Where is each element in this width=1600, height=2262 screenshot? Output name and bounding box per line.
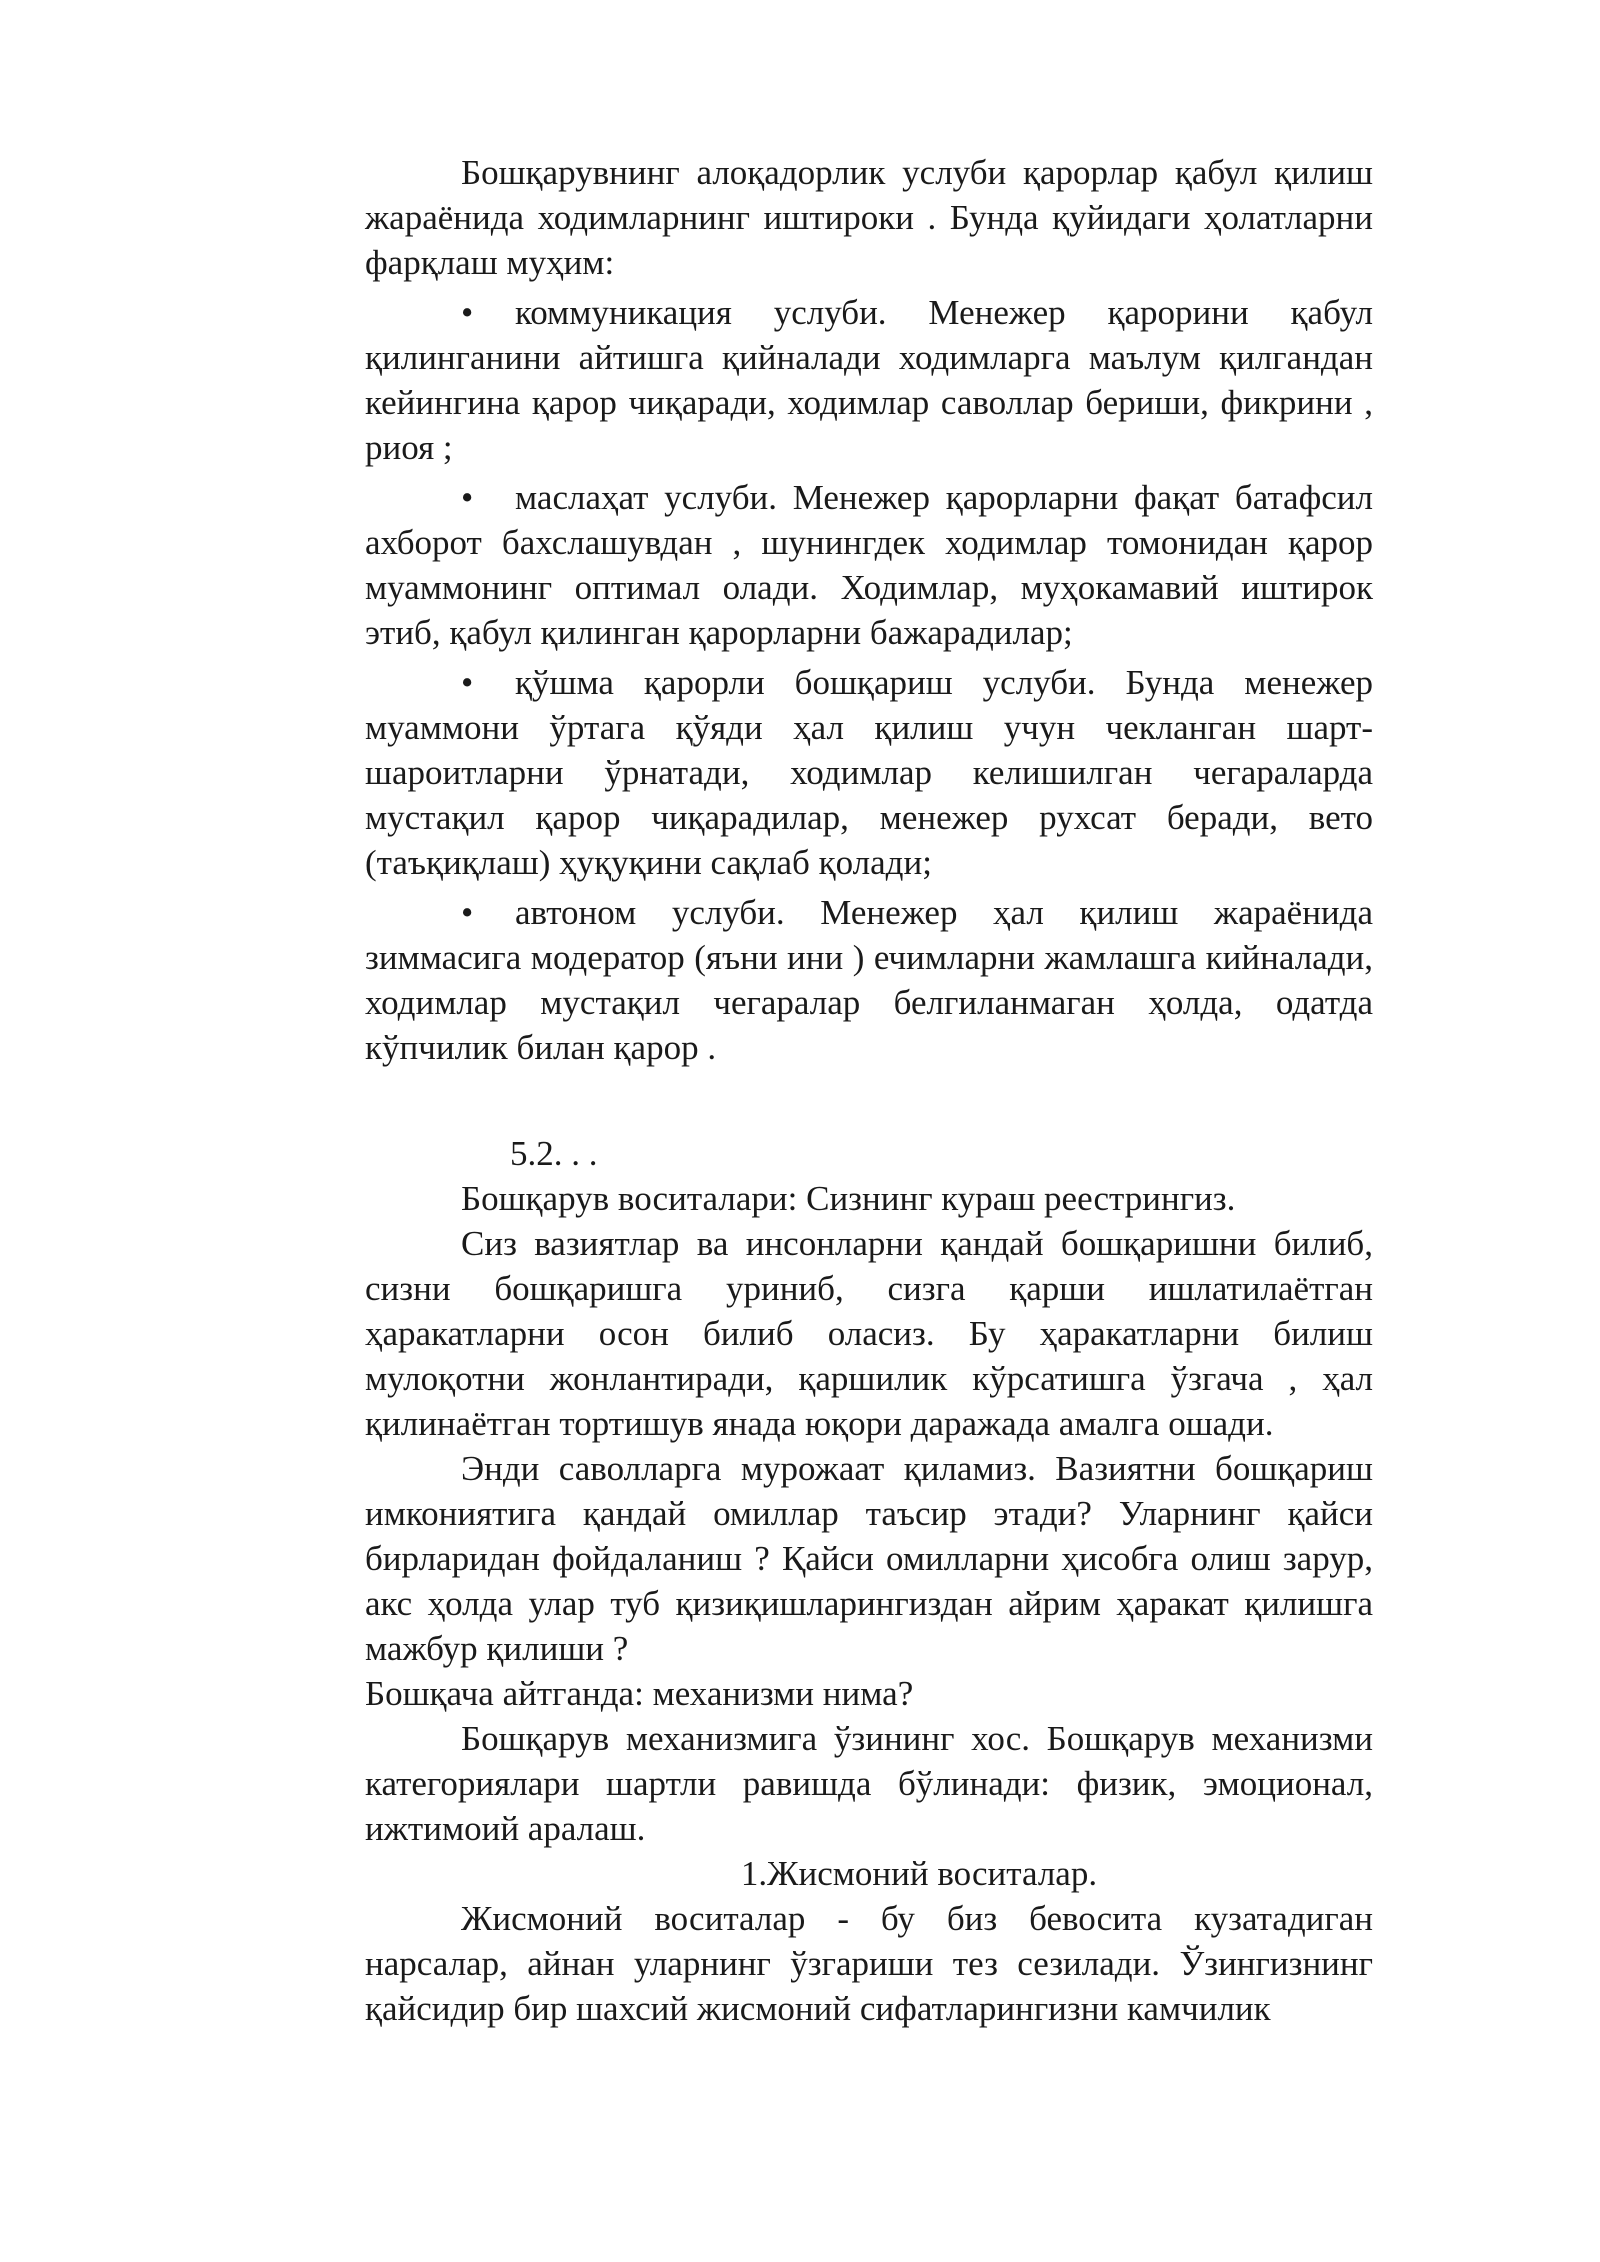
- section-number: 5.2. . .: [510, 1134, 598, 1173]
- bullet-text: коммуникация услуби. Менежер қарорини қабул қилинганини айтишга қийналади ходимларга маълум қилгандан кейингина қарор чиқаради, ходимлар саволлар бериши, фикрини , риоя ;: [365, 293, 1373, 467]
- bullet-item: [365, 475, 1373, 655]
- bullet-item: [365, 290, 1373, 470]
- bullet-text: маслаҳат услуби. Менежер қарорларни фақат батафсил ахборот бахслашувдан , шунингдек ходимлар томонидан қарор муаммонинг оптимал олади. Ходимлар, муҳокамавий иштирок этиб, қабул қилинган қарорларни бажарадилар;: [365, 478, 1373, 652]
- plain-line: Бошқача айтганда: механизми нима?: [365, 1674, 914, 1713]
- document-page: [365, 150, 1373, 2031]
- bullet-item: [365, 890, 1373, 1070]
- mechanism-paragraph: Бошқарув механизмига ўзининг хос. Бошқарув механизми категориялари шартли равишда бўлинади: физик, эмоционал, ижтимоий аралаш.: [365, 1719, 1373, 1848]
- bullet-text: автоном услуби. Менежер ҳал қилиш жараёнида зиммасига модератор (яъни ини ) ечимларни жамлашга кийналади, ходимлар мустақил чегаралар белгиланмаган ҳолда, одатда кўпчилик билан қарор .: [365, 893, 1373, 1067]
- bullet-text: қўшма қарорли бошқариш услуби. Бунда менежер муаммони ўртага қўяди ҳал қилиш учун чекланган шарт-шароитларни ўрнатади, ходимлар келишилган чегараларда мустақил қарор чиқарадилар, менежер рухсат беради, вето (таъқиқлаш) ҳуқуқини сақлаб қолади;: [365, 663, 1373, 882]
- bullet-marker: •: [461, 663, 474, 702]
- bullet-marker: •: [461, 293, 474, 332]
- section-title-paragraph: Бошқарув воситалари: Сизнинг кураш реестрингиз.: [461, 1179, 1236, 1218]
- blank-line: [365, 1070, 1373, 1117]
- final-paragraph: Жисмоний воситалар - бу биз бевосита кузатадиган нарсалар, айнан уларнинг ўзгариши тез сезилади. Ўзингизнинг қайсидир бир шахсий жисмоний сифатларингизни камчилик: [365, 1899, 1373, 2028]
- intro-paragraph: Бошқарувнинг алоқадорлик услуби қарорлар қабул қилиш жараёнида ходимларнинг иштироки . Бунда қуйидаги ҳолатларни фарқлаш муҳим:: [365, 153, 1373, 282]
- subheading: 1.Жисмоний воситалар.: [740, 1854, 1098, 1893]
- body-paragraph: Сиз вазиятлар ва инсонларни қандай бошқаришни билиб, сизни бошқаришга уриниб, сизга қарши ишлатилаётган ҳаракатларни осон билиб оласиз. Бу ҳаракатларни билиш мулоқотни жонлантиради, қаршилик кўрсатишга ўзгача , ҳал қилинаётган тортишув янада юқори даражада амалга ошади.: [365, 1224, 1373, 1443]
- bullet-item: [365, 660, 1373, 885]
- bullet-marker: •: [461, 478, 474, 517]
- bullet-marker: •: [461, 893, 474, 932]
- body-paragraph: Энди саволларга мурожаат қиламиз. Вазиятни бошқариш имкониятига қандай омиллар таъсир этади? Уларнинг қайси бирларидан фойдаланиш ? Қайси омилларни ҳисобга олиш зарур, акс ҳолда улар туб қизиқишларингиздан айрим ҳаракат қилишга мажбур қилиши ?: [365, 1449, 1373, 1668]
